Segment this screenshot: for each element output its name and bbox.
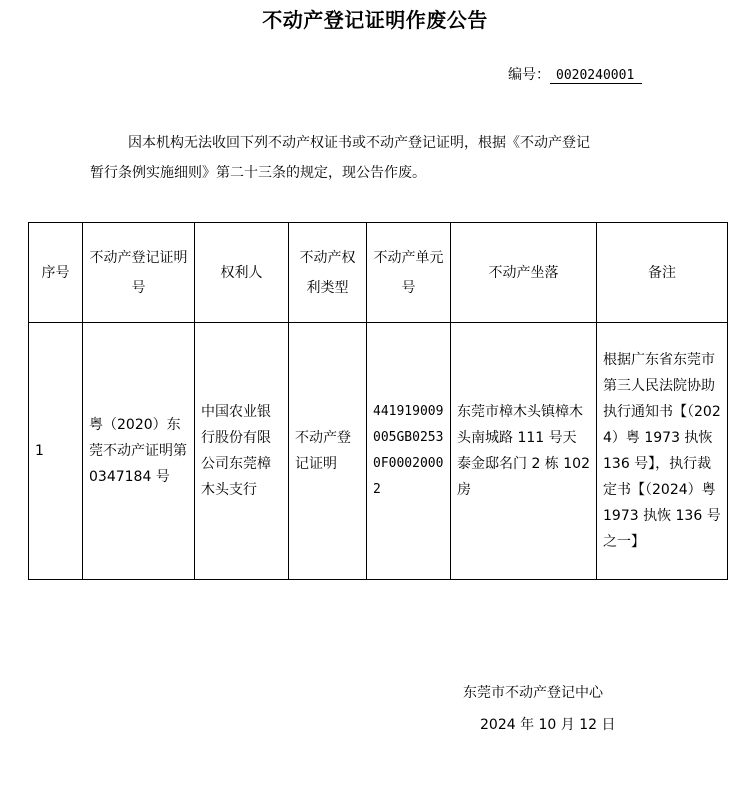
document-number-value: 0020240001 [550, 68, 642, 84]
issue-date: 2024 年 10 月 12 日 [480, 717, 616, 733]
header-right-type: 不动产权利类型 [289, 223, 367, 323]
document-number-label: 编号： [508, 67, 550, 83]
table-header-row [29, 223, 728, 323]
issuing-organization: 东莞市不动产登记中心 [463, 685, 603, 701]
header-location: 不动产坐落 [451, 223, 597, 323]
intro-line-1: 因本机构无法收回下列不动产权证书或不动产登记证明，根据《不动产登记 [128, 135, 590, 151]
header-unit-no: 不动产单元号 [367, 223, 451, 323]
header-cert-no: 不动产登记证明号 [83, 223, 195, 323]
cell-cert-no: 粤（2020）东莞不动产证明第 0347184 号 [83, 323, 195, 580]
intro-paragraph [90, 128, 690, 188]
header-holder: 权利人 [195, 223, 289, 323]
document-number [508, 64, 642, 84]
cell-seq: 1 [29, 323, 83, 580]
page-title: 不动产登记证明作废公告 [262, 8, 488, 32]
void-certificates-table [28, 222, 728, 580]
cell-remarks: 根据广东省东莞市第三人民法院协助执行通知书【（2024）粤 1973 执恢 136 号】，执行裁定书【（2024）粤 1973 执恢 136 号之一】 [597, 323, 728, 580]
cell-unit-no: 441919009005GB02530F00020002 [367, 323, 451, 580]
intro-line-2: 暂行条例实施细则》第二十三条的规定，现公告作废。 [90, 165, 426, 181]
header-seq: 序号 [29, 223, 83, 323]
cell-location: 东莞市樟木头镇樟木头南城路 111 号天泰金邸名门 2 栋 102 房 [451, 323, 597, 580]
cell-right-type: 不动产登记证明 [289, 323, 367, 580]
header-remarks: 备注 [597, 223, 728, 323]
cell-holder: 中国农业银行股份有限公司东莞樟木头支行 [195, 323, 289, 580]
table-row [29, 323, 728, 580]
